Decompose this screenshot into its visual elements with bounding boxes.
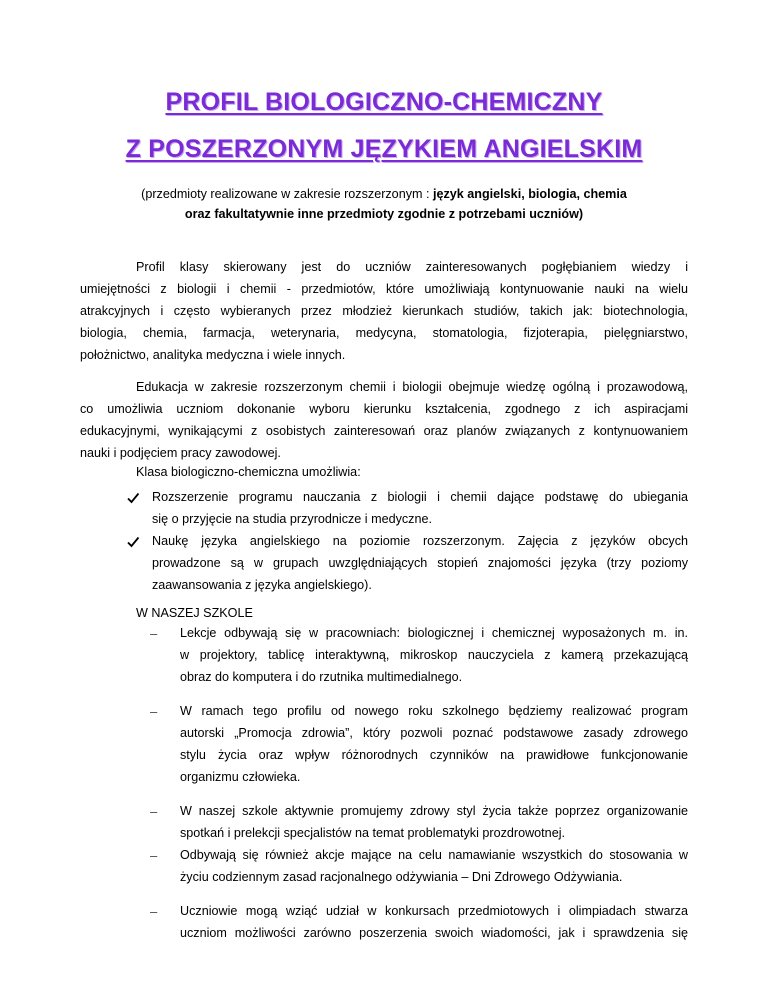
dashlist-item: [150, 904, 688, 948]
dashlist-line: obraz do komputera i do rzutnika multimedialnego.: [180, 670, 463, 684]
subtitle-prefix: (przedmioty realizowane w zakresie rozszerzonym :: [141, 187, 433, 201]
dashlist-line: organizmu człowieka.: [180, 770, 301, 784]
dashlist: [150, 626, 688, 948]
dashlist-line: autorski „Promocja zdrowia”, który pozwoli poznać podstawowe zasady zdrowego: [180, 726, 688, 740]
paragraph-line: umiejętności z biologii i chemii - przedmiotów, które umożliwiają kontynuowanie nauki na wielu: [80, 282, 688, 296]
dashlist-line: W ramach tego profilu od nowego roku szkolnego będziemy realizować program: [180, 704, 688, 718]
dashlist-line: życiu codziennym zasad racjonalnego odżywiania – Dni Zdrowego Odżywiania.: [180, 870, 623, 884]
dashlist-item: [150, 804, 688, 848]
dashlist-item: [150, 626, 688, 692]
dashlist-line: spotkań i prelekcji specjalistów na temat problematyki prozdrowotnej.: [180, 826, 565, 840]
dashlist-line: w projektory, tablicę interaktywną, mikroskop nauczyciela z kamerą przekazującą: [180, 648, 688, 662]
dashlist-item: [150, 848, 688, 892]
checklist-line: prowadzone są w grupach uwzględniających stopień znajomości języka (trzy poziomy: [152, 556, 688, 570]
dash-bullet-icon: –: [150, 626, 158, 641]
subtitle-bold-subjects: język angielski, biologia, chemia: [432, 187, 627, 201]
paragraph-line: biologia, chemia, farmacja, weterynaria, medycyna, stomatologia, fizjoterapia, pielęgniarstwo,: [80, 326, 688, 340]
checklist-item: [152, 534, 688, 600]
checklist-line: Rozszerzenie programu nauczania z biologii i chemii dające podstawę do ubiegania: [152, 490, 688, 504]
main-title-line2: Z POSZERZONYM JĘZYKIEM ANGIELSKIM: [125, 135, 643, 163]
dash-bullet-icon: –: [150, 704, 158, 719]
checklist-line: zaawansowania z języka angielskiego).: [152, 578, 372, 592]
checklist-item: [152, 490, 688, 534]
checkmark-icon: [126, 491, 140, 505]
paragraph-line: edukacyjnymi, wynikającymi z osobistych zainteresowań oraz planów związanych z kontynuowaniem: [80, 424, 688, 438]
paragraph-line: co umożliwia uczniom dokonanie wyboru kierunku kształcenia, zgodnego z ich aspiracjami: [80, 402, 688, 416]
paragraph-line: nauki i podjęciem pracy zawodowej.: [80, 446, 281, 460]
dashlist-item: [150, 704, 688, 792]
paragraph-line: Edukacja w zakresie rozszerzonym chemii i biologii obejmuje wiedzę ogólną i prozawodową,: [136, 380, 688, 394]
dashlist-line: stylu życia oraz wpływ różnorodnych czynników na prawidłowe funkcjonowanie: [180, 748, 688, 762]
dash-bullet-icon: –: [150, 804, 158, 819]
paragraph-line: Profil klasy skierowany jest do uczniów zainteresowanych pogłębianiem wiedzy i: [136, 260, 688, 274]
checkmark-icon: [126, 535, 140, 549]
paragraph-line: atrakcyjnych i często wybieranych przez młodzież kierunkach studiów, takich jak: biotechnologia,: [80, 304, 688, 318]
dashlist-line: Lekcje odbywają się w pracowniach: biologicznej i chemicznej wyposażonych m. in.: [180, 626, 688, 640]
dashlist-line: Odbywają się również akcje mające na celu namawianie wszystkich do stosowania w: [180, 848, 688, 862]
main-title-line1: PROFIL BIOLOGICZNO-CHEMICZNY: [165, 88, 603, 116]
school-heading: W NASZEJ SZKOLE: [136, 606, 253, 620]
dash-bullet-icon: –: [150, 848, 158, 863]
paragraph-profile: [80, 256, 688, 366]
dashlist-line: uczniom możliwości zarówno poszerzenia swoich wiadomości, jak i sprawdzenia się: [180, 926, 688, 940]
subtitle-line2: oraz fakultatywnie inne przedmioty zgodnie z potrzebami uczniów): [184, 207, 584, 221]
paragraph-education: [80, 376, 688, 464]
dash-bullet-icon: –: [150, 904, 158, 919]
dashlist-line: W naszej szkole aktywnie promujemy zdrowy styl życia także poprzez organizowanie: [180, 804, 688, 818]
subtitle-line1: [0, 184, 768, 204]
paragraph-line: położnictwo, analityka medyczna i wiele innych.: [80, 348, 346, 362]
dashlist-line: Uczniowie mogą wziąć udział w konkursach przedmiotowych i olimpiadach stwarza: [180, 904, 688, 918]
klasa-heading: Klasa biologiczno-chemiczna umożliwia:: [136, 465, 361, 479]
checklist-line: Naukę języka angielskiego na poziomie rozszerzonym. Zajęcia z języków obcych: [152, 534, 688, 548]
checklist: [152, 490, 688, 600]
checklist-line: się o przyjęcie na studia przyrodnicze i medyczne.: [152, 512, 432, 526]
